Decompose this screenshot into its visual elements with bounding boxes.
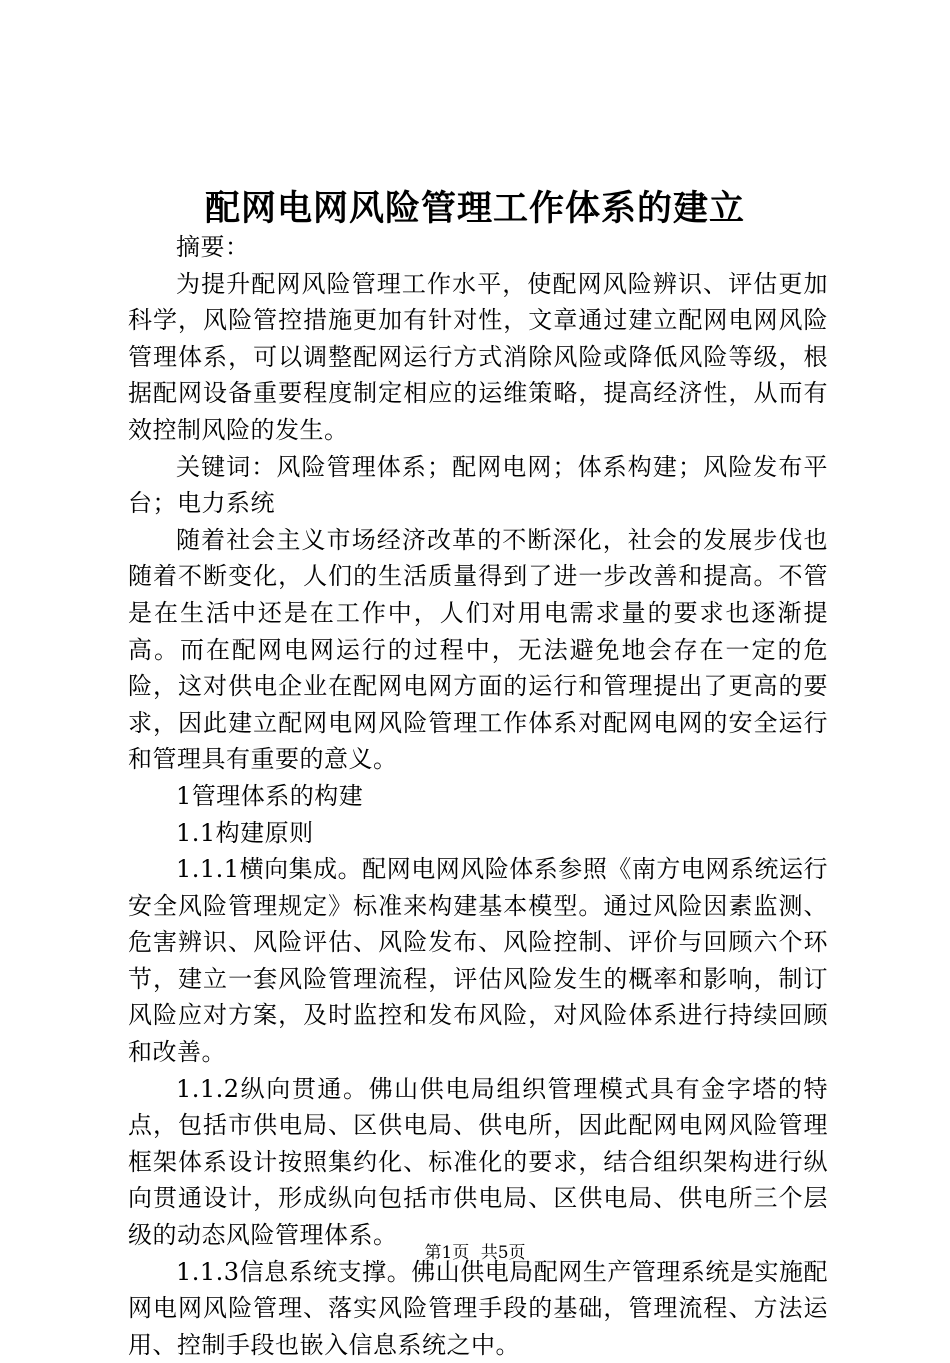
intro-paragraph: 随着社会主义市场经济改革的不断深化，社会的发展步伐也随着不断变化，人们的生活质量得到了进一步改善和提高。不管是在生活中还是在工作中，人们对用电需求量的要求也逐渐提高。而在配网电网运行的过程中，无法避免地会存在一定的危险，这对供电企业在配网电网方面的运行和管理提出了更高的要求，因此建立配网电网风险管理工作体系对配网电网的安全运行和管理具有重要的意义。 <box>128 525 828 774</box>
page-footer <box>0 1241 950 1265</box>
page-total: 共5页 <box>480 1243 526 1263</box>
abstract-paragraph: 为提升配网风险管理工作水平，使配网风险辨识、评估更加科学，风险管控措施更加有针对性，文章通过建立配网电网风险管理体系，可以调整配网运行方式消除风险或降低风险等级，根据配网设备重要程度制定相应的运维策略，提高经济性，从而有效控制风险的发生。 <box>128 269 828 444</box>
section-heading-1: 1管理体系的构建 <box>176 781 364 810</box>
abstract-label: 摘要： <box>176 233 250 261</box>
section-heading-1-1: 1.1构建原则 <box>176 818 314 847</box>
section-paragraph-1-1-2: 1.1.2纵向贯通。佛山供电局组织管理模式具有金字塔的特点，包括市供电局、区供电局、供电所，因此配网电网风险管理框架体系设计按照集约化、标准化的要求，结合组织架构进行纵向贯通设计，形成纵向包括市供电局、区供电局、供电所三个层级的动态风险管理体系。 <box>128 1074 828 1250</box>
document-body <box>128 229 828 1363</box>
section-paragraph-1-1-3: 1.1.3信息系统支撑。佛山供电局配网生产管理系统是实施配网电网风险管理、落实风险管理手段的基础，管理流程、方法运用、控制手段也嵌入信息系统之中。 <box>128 1257 828 1359</box>
keywords-paragraph: 关键词：风险管理体系；配网电网；体系构建；风险发布平台；电力系统 <box>128 452 828 518</box>
page-number: 第1页 <box>424 1243 470 1263</box>
section-paragraph-1-1-1: 1.1.1横向集成。配网电网风险体系参照《南方电网系统运行安全风险管理规定》标准来构建基本模型。通过风险因素监测、危害辨识、风险评估、风险发布、风险控制、评价与回顾六个环节，建立一套风险管理流程，评估风险发生的概率和影响，制订风险应对方案，及时监控和发布风险，对风险体系进行持续回顾和改善。 <box>128 855 828 1067</box>
document-title: 配网电网风险管理工作体系的建立 <box>204 188 745 229</box>
